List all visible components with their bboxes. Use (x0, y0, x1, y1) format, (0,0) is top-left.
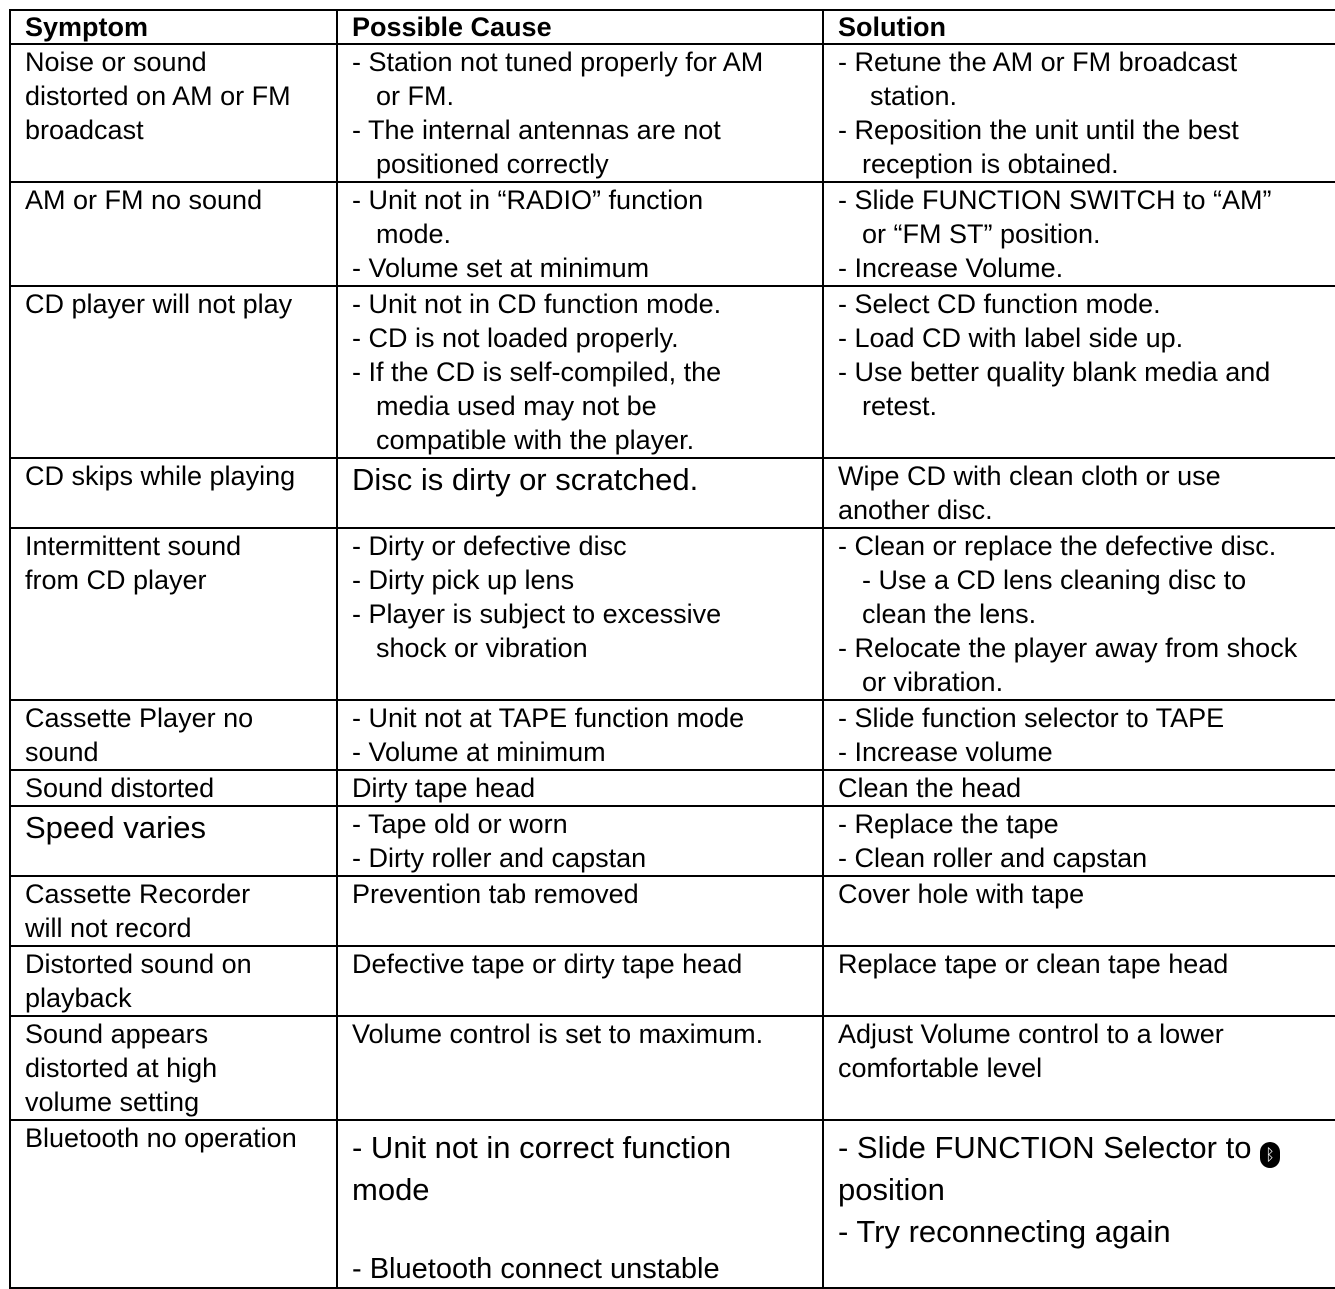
solution-line: - Clean or replace the defective disc. (838, 531, 1277, 561)
symptom-cell (10, 1120, 337, 1288)
bluetooth-icon: ᛒ (1260, 1142, 1280, 1168)
symptom-cell (10, 700, 337, 770)
solution-cell (823, 946, 1335, 1016)
solution-line (838, 1121, 1335, 1169)
solution-cell (823, 770, 1335, 806)
cause-line: - Unit not at TAPE function mode (352, 703, 745, 733)
symptom-cell (10, 806, 337, 876)
table-row (10, 44, 1335, 182)
solution-cell (823, 286, 1335, 458)
cause-line: positioned correctly (376, 149, 609, 179)
cause-line: mode (352, 1172, 430, 1207)
symptom-line: sound (25, 737, 99, 767)
solution-line: - Increase Volume. (838, 253, 1064, 283)
cause-line: or FM. (376, 81, 454, 111)
header-solution: Solution (823, 10, 1335, 44)
solution-line: Clean the head (838, 773, 1022, 803)
solution-line: - Relocate the player away from shock (838, 633, 1298, 663)
solution-cell (823, 806, 1335, 876)
symptom-line: distorted on AM or FM (25, 81, 291, 111)
solution-line: Replace tape or clean tape head (838, 949, 1229, 979)
cause-line: - Unit not in correct function (352, 1130, 732, 1165)
symptom-cell (10, 528, 337, 700)
solution-line: - Slide function selector to TAPE (838, 703, 1225, 733)
symptom-line: Noise or sound (25, 47, 207, 77)
cause-line: Prevention tab removed (352, 879, 639, 909)
table-row (10, 806, 1335, 876)
table-row (10, 700, 1335, 770)
solution-text: - Slide FUNCTION Selector to (838, 1130, 1252, 1165)
solution-line: - Reposition the unit until the best (838, 115, 1239, 145)
solution-line: - Retune the AM or FM broadcast (838, 47, 1238, 77)
cause-line: - Unit not in “RADIO” function (352, 185, 704, 215)
solution-line: another disc. (838, 495, 993, 525)
solution-line: - Select CD function mode. (838, 289, 1161, 319)
solution-cell (823, 1016, 1335, 1120)
table-row (10, 1016, 1335, 1120)
cause-line: - Bluetooth connect unstable (352, 1253, 720, 1285)
cause-line: - Unit not in CD function mode. (352, 289, 722, 319)
cause-line: Dirty tape head (352, 773, 536, 803)
cause-line: - Tape old or worn (352, 809, 568, 839)
solution-line: - Replace the tape (838, 809, 1059, 839)
cause-line: - Station not tuned properly for AM (352, 47, 764, 77)
table-row (10, 528, 1335, 700)
spacer (352, 1211, 822, 1241)
table-row (10, 770, 1335, 806)
symptom-line: playback (25, 983, 132, 1013)
cause-cell (337, 700, 823, 770)
cause-line: - CD is not loaded properly. (352, 323, 679, 353)
solution-cell (823, 1120, 1335, 1288)
table-row (10, 946, 1335, 1016)
table-row (10, 458, 1335, 528)
solution-line: Adjust Volume control to a lower (838, 1019, 1224, 1049)
solution-line: Cover hole with tape (838, 879, 1085, 909)
cause-cell (337, 528, 823, 700)
symptom-line: distorted at high (25, 1053, 218, 1083)
symptom-cell (10, 1016, 337, 1120)
cause-cell (337, 44, 823, 182)
symptom-line: CD player will not play (25, 289, 293, 319)
symptom-cell (10, 946, 337, 1016)
symptom-cell (10, 44, 337, 182)
symptom-line: broadcast (25, 115, 144, 145)
cause-line: - Dirty roller and capstan (352, 843, 647, 873)
symptom-cell (10, 770, 337, 806)
solution-line: Wipe CD with clean cloth or use (838, 461, 1221, 491)
cause-cell (337, 806, 823, 876)
solution-cell (823, 700, 1335, 770)
solution-cell (823, 876, 1335, 946)
table-row (10, 1120, 1335, 1288)
solution-line: - Load CD with label side up. (838, 323, 1184, 353)
solution-cell (823, 182, 1335, 286)
symptom-cell (10, 458, 337, 528)
solution-line: comfortable level (838, 1053, 1043, 1083)
cause-line: Defective tape or dirty tape head (352, 949, 743, 979)
symptom-cell (10, 876, 337, 946)
header-row (10, 10, 1335, 44)
solution-line: or “FM ST” position. (862, 219, 1101, 249)
symptom-line: CD skips while playing (25, 461, 296, 491)
solution-cell (823, 528, 1335, 700)
cause-line: shock or vibration (376, 633, 588, 663)
cause-line: - Dirty or defective disc (352, 531, 627, 561)
symptom-line: Sound appears (25, 1019, 209, 1049)
solution-line: or vibration. (862, 667, 1004, 697)
symptom-line: will not record (25, 913, 192, 943)
symptom-cell (10, 286, 337, 458)
solution-line: - Slide FUNCTION SWITCH to “AM” (838, 185, 1272, 215)
solution-line: reception is obtained. (862, 149, 1119, 179)
solution-line: position (838, 1172, 945, 1207)
cause-line: - The internal antennas are not (352, 115, 721, 145)
solution-cell (823, 458, 1335, 528)
cause-line: compatible with the player. (376, 425, 695, 455)
symptom-line: Cassette Player no (25, 703, 254, 733)
cause-line: - Player is subject to excessive (352, 599, 722, 629)
cause-cell (337, 286, 823, 458)
symptom-line: Sound distorted (25, 773, 215, 803)
symptom-line: Cassette Recorder (25, 879, 251, 909)
solution-cell (823, 44, 1335, 182)
cause-cell (337, 1016, 823, 1120)
symptom-line: Speed varies (25, 810, 206, 845)
solution-line: station. (870, 81, 958, 111)
cause-cell (337, 876, 823, 946)
table-row (10, 182, 1335, 286)
cause-cell (337, 946, 823, 1016)
cause-cell (337, 182, 823, 286)
symptom-line: AM or FM no sound (25, 185, 263, 215)
cause-line: media used may not be (376, 391, 657, 421)
header-symptom: Symptom (10, 10, 337, 44)
cause-line: mode. (376, 219, 452, 249)
solution-line: - Clean roller and capstan (838, 843, 1148, 873)
cause-line: - If the CD is self-compiled, the (352, 357, 722, 387)
solution-line: - Try reconnecting again (838, 1214, 1171, 1249)
troubleshooting-table (9, 9, 1335, 1289)
solution-line: clean the lens. (862, 599, 1037, 629)
symptom-line: from CD player (25, 565, 207, 595)
cause-line: Disc is dirty or scratched. (352, 462, 699, 497)
symptom-line: Intermittent sound (25, 531, 242, 561)
cause-cell (337, 770, 823, 806)
header-possible-cause: Possible Cause (337, 10, 823, 44)
cause-line: Volume control is set to maximum. (352, 1019, 764, 1049)
symptom-line: Distorted sound on (25, 949, 252, 979)
table-row (10, 876, 1335, 946)
cause-cell (337, 1120, 823, 1288)
cause-line: - Dirty pick up lens (352, 565, 575, 595)
cause-line: - Volume at minimum (352, 737, 606, 767)
solution-line: - Increase volume (838, 737, 1053, 767)
cause-cell (337, 458, 823, 528)
solution-line: - Use better quality blank media and (838, 357, 1271, 387)
solution-line: retest. (862, 391, 938, 421)
symptom-line: volume setting (25, 1087, 200, 1117)
symptom-line: Bluetooth no operation (25, 1123, 297, 1153)
table-row (10, 286, 1335, 458)
symptom-cell (10, 182, 337, 286)
solution-line: - Use a CD lens cleaning disc to (862, 565, 1247, 595)
cause-line: - Volume set at minimum (352, 253, 650, 283)
